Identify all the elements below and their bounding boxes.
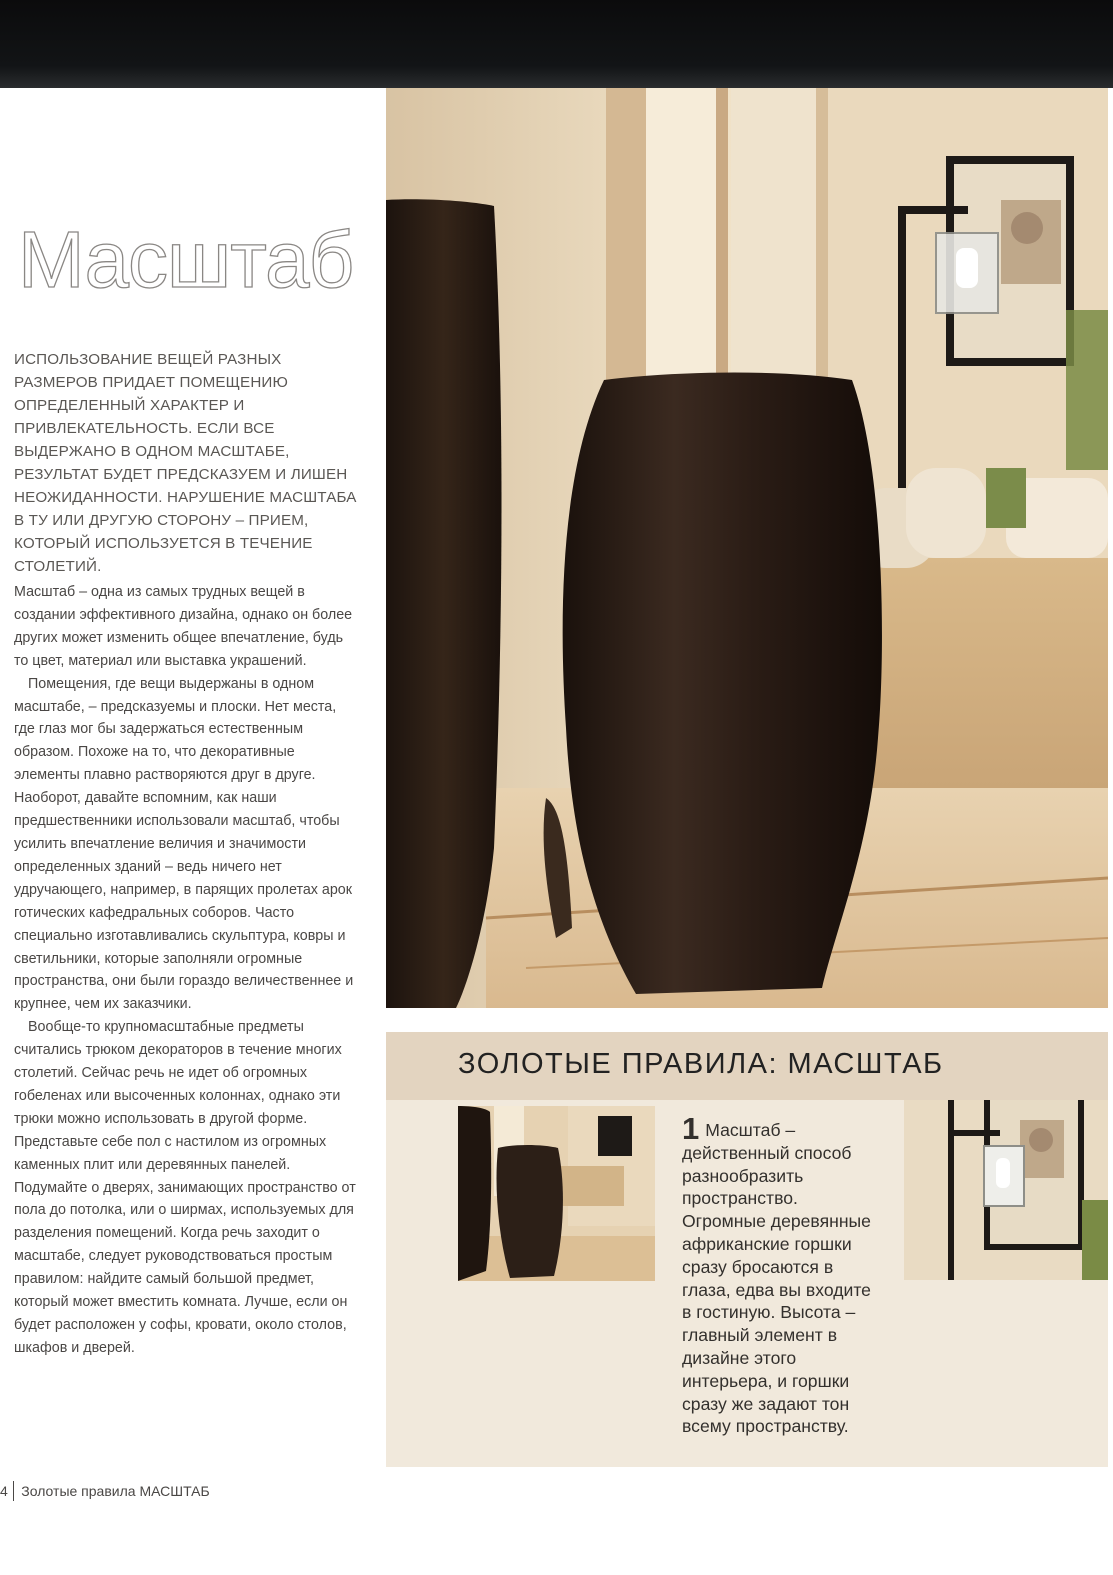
page-footer <box>0 1480 210 1502</box>
golden-rules-body <box>386 1100 1108 1467</box>
golden-rule-number: 1 <box>682 1111 700 1146</box>
thumbnail-vases <box>458 1106 655 1281</box>
golden-rule-text: Масштаб – действенный способ разнообразить пространство. Огромные деревянные африканские горшки сразу бросаются в глаза, едва вы входите в гостиную. Высота – главный элемент в дизайне этого интерьера, и горшки сразу же задают тон всему пространству. <box>682 1120 871 1437</box>
body-paragraph-1: Масштаб – одна из самых трудных вещей в создании эффективного дизайна, однако он более других может изменить общее впечатление, будь то цвет, материал или выставка украшений. <box>14 584 353 669</box>
top-dark-band <box>0 0 1113 88</box>
interior-photo-vases <box>386 88 1108 1008</box>
page-number: 4 <box>0 1483 8 1499</box>
golden-rules-header <box>386 1032 1108 1100</box>
running-title: Золотые правила МАСШТАБ <box>21 1483 210 1499</box>
footer-divider <box>13 1481 15 1501</box>
body-paragraph-3: Вообще-то крупномасштабные предметы считались трюком декораторов в течение многих столетий. Сейчас речь не идет об огромных гобеленах или высоченных колоннах, однако эти трюки можно использовать в другой форме. Представьте себе пол с настилом из огромных каменных плит или деревянных панелей. Подумайте о дверях, занимающих пространство от пола до потолка, или о ширмах, используемых для разделения помещений. Когда речь заходит о масштабе, следует руководствоваться простым правилом: найдите самый большой предмет, который может вместить комната. Лучше, если он будет расположен у софы, кровати, около столов, шкафов и дверей. <box>14 1019 356 1356</box>
page-title: Масштаб <box>18 215 354 304</box>
golden-rule-1 <box>682 1111 882 1438</box>
thumbnail-lamp <box>904 1100 1108 1280</box>
body-text <box>14 581 360 1360</box>
golden-rules-title: ЗОЛОТЫЕ ПРАВИЛА: МАСШТАБ <box>458 1048 944 1080</box>
golden-rules-box <box>386 1032 1108 1467</box>
lead-paragraph: ИСПОЛЬЗОВАНИЕ ВЕЩЕЙ РАЗНЫХ РАЗМЕРОВ ПРИДАЕТ ПОМЕЩЕНИЮ ОПРЕДЕЛЕННЫЙ ХАРАКТЕР И ПРИВЛЕКАТЕЛЬНОСТЬ. ЕСЛИ ВСЕ ВЫДЕРЖАНО В ОДНОМ МАСШТАБЕ, РЕЗУЛЬТАТ БУДЕТ ПРЕДСКАЗУЕМ И ЛИШЕН НЕОЖИДАННОСТИ. НАРУШЕНИЕ МАСШТАБА В ТУ ИЛИ ДРУГУЮ СТОРОНУ – ПРИЕМ, КОТОРЫЙ ИСПОЛЬЗУЕТСЯ В ТЕЧЕНИЕ СТОЛЕТИЙ. <box>14 351 357 575</box>
body-paragraph-2: Помещения, где вещи выдержаны в одном масштабе, – предсказуемы и плоски. Нет места, где глаз мог бы задержаться естественным образом. Похоже на то, что декоративные элементы плавно растворяются друг в друге. Наоборот, давайте вспомним, как наши предшественники использовали масштаб, чтобы усилить впечатление величия и значимости определенных зданий – ведь ничего нет удручающего, например, в парящих пролетах арок готических кафедральных соборов. Часто специально изготавливались скульптура, ковры и светильники, которые заполняли огромные пространства, они были гораздо величественнее и крупнее, чем их заказчики. <box>14 675 354 1013</box>
